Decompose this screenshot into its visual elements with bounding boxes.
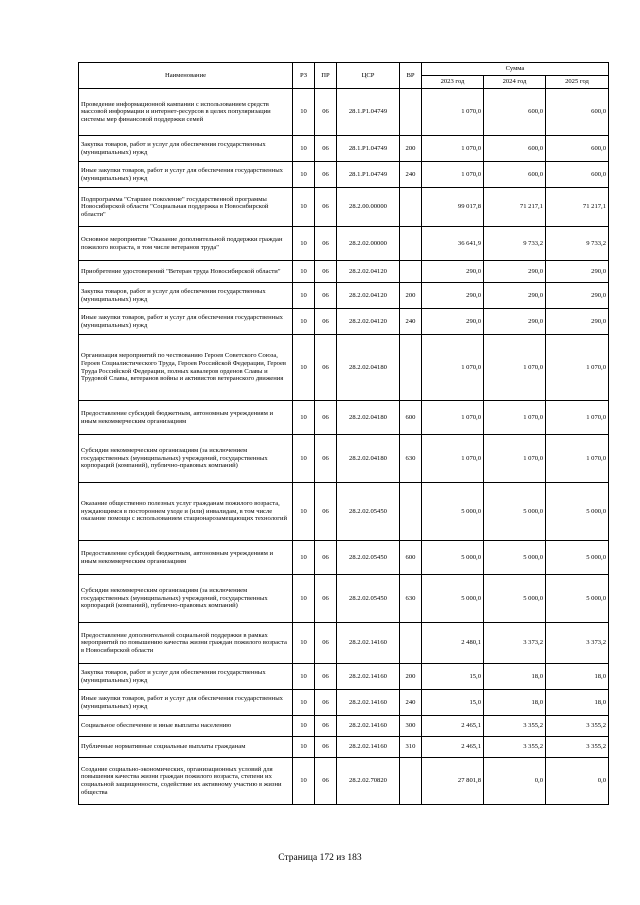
row-amount-2024: 3 355,2 (484, 737, 546, 758)
row-rz: 10 (293, 541, 315, 575)
row-csr: 28.2.02.70820 (337, 758, 400, 805)
row-rz: 10 (293, 227, 315, 261)
row-rz: 10 (293, 136, 315, 162)
row-pr: 06 (315, 162, 337, 188)
row-name: Закупка товаров, работ и услуг для обеспечения государственных (муниципальных) нужд (79, 283, 293, 309)
row-amount-2023: 5 000,0 (422, 575, 484, 623)
table-row (79, 623, 609, 664)
row-csr: 28.2.02.14160 (337, 623, 400, 664)
row-amount-2023: 290,0 (422, 309, 484, 335)
row-amount-2024: 600,0 (484, 162, 546, 188)
row-csr: 28.2.02.04180 (337, 335, 400, 401)
table-body (79, 89, 609, 805)
row-amount-2023: 5 000,0 (422, 541, 484, 575)
row-csr: 28.2.02.00000 (337, 227, 400, 261)
table-row (79, 188, 609, 227)
row-vr: 600 (400, 401, 422, 435)
row-vr: 300 (400, 716, 422, 737)
row-vr: 240 (400, 309, 422, 335)
row-rz: 10 (293, 309, 315, 335)
row-amount-2025: 5 000,0 (546, 483, 609, 541)
row-rz: 10 (293, 335, 315, 401)
table-row (79, 690, 609, 716)
row-rz: 10 (293, 737, 315, 758)
row-pr: 06 (315, 541, 337, 575)
row-name: Организация мероприятий по чествованию Героев Советского Союза, Героев Социалистического Труда, Героев Российской Федерации, Героев Труда Российской Федерации, полных кавалеров орденов Славы и Трудовой Славы, ветеранов войны и активистов ветеранского движения (79, 335, 293, 401)
row-rz: 10 (293, 664, 315, 690)
row-amount-2023: 5 000,0 (422, 483, 484, 541)
row-amount-2024: 9 733,2 (484, 227, 546, 261)
row-name: Иные закупки товаров, работ и услуг для обеспечения государственных (муниципальных) нужд (79, 690, 293, 716)
row-amount-2025: 5 000,0 (546, 575, 609, 623)
row-vr: 600 (400, 541, 422, 575)
header-year-2025: 2025 год (546, 76, 609, 89)
row-rz: 10 (293, 716, 315, 737)
row-amount-2025: 3 355,2 (546, 737, 609, 758)
row-amount-2025: 18,0 (546, 690, 609, 716)
table-row (79, 435, 609, 483)
row-pr: 06 (315, 89, 337, 136)
row-csr: 28.1.Р1.04749 (337, 136, 400, 162)
row-pr: 06 (315, 737, 337, 758)
row-csr: 28.2.00.00000 (337, 188, 400, 227)
row-amount-2023: 2 480,1 (422, 623, 484, 664)
row-name: Приобретение удостоверений "Ветеран труда Новосибирской области" (79, 261, 293, 283)
row-rz: 10 (293, 188, 315, 227)
row-name: Субсидии некоммерческим организациям (за исключением государственных (муниципальных) учреждений, государственных корпораций (компаний), публично-правовых компаний) (79, 435, 293, 483)
row-pr: 06 (315, 283, 337, 309)
row-amount-2025: 3 373,2 (546, 623, 609, 664)
row-amount-2023: 15,0 (422, 664, 484, 690)
row-amount-2024: 5 000,0 (484, 575, 546, 623)
row-amount-2024: 1 070,0 (484, 435, 546, 483)
row-amount-2023: 290,0 (422, 283, 484, 309)
row-amount-2023: 1 070,0 (422, 136, 484, 162)
row-pr: 06 (315, 309, 337, 335)
page-footer: Страница 172 из 183 (278, 853, 362, 863)
row-pr: 06 (315, 188, 337, 227)
header-csr: ЦСР (337, 63, 400, 89)
row-amount-2025: 1 070,0 (546, 335, 609, 401)
row-vr (400, 758, 422, 805)
row-name: Социальное обеспечение и иные выплаты населению (79, 716, 293, 737)
row-csr: 28.2.02.04120 (337, 283, 400, 309)
row-name: Иные закупки товаров, работ и услуг для обеспечения государственных (муниципальных) нужд (79, 309, 293, 335)
header-rz: РЗ (293, 63, 315, 89)
row-amount-2023: 290,0 (422, 261, 484, 283)
row-pr: 06 (315, 335, 337, 401)
table-row (79, 575, 609, 623)
budget-table (78, 62, 609, 805)
header-year-2024: 2024 год (484, 76, 546, 89)
row-amount-2025: 600,0 (546, 136, 609, 162)
row-pr: 06 (315, 758, 337, 805)
table-row (79, 335, 609, 401)
table-row (79, 541, 609, 575)
row-pr: 06 (315, 664, 337, 690)
row-amount-2025: 0,0 (546, 758, 609, 805)
row-amount-2023: 1 070,0 (422, 89, 484, 136)
row-vr: 200 (400, 664, 422, 690)
row-amount-2025: 290,0 (546, 261, 609, 283)
row-vr (400, 89, 422, 136)
row-csr: 28.1.Р1.04749 (337, 162, 400, 188)
table-row (79, 483, 609, 541)
row-csr: 28.2.02.04120 (337, 309, 400, 335)
row-amount-2023: 27 801,8 (422, 758, 484, 805)
row-name: Публичные нормативные социальные выплаты гражданам (79, 737, 293, 758)
table-row (79, 401, 609, 435)
row-pr: 06 (315, 136, 337, 162)
row-csr: 28.2.02.14160 (337, 737, 400, 758)
row-amount-2025: 1 070,0 (546, 401, 609, 435)
table-row (79, 283, 609, 309)
row-vr: 240 (400, 162, 422, 188)
table-row (79, 89, 609, 136)
row-name: Закупка товаров, работ и услуг для обеспечения государственных (муниципальных) нужд (79, 664, 293, 690)
row-amount-2024: 5 000,0 (484, 483, 546, 541)
row-vr: 200 (400, 136, 422, 162)
row-rz: 10 (293, 401, 315, 435)
row-vr: 310 (400, 737, 422, 758)
row-amount-2023: 1 070,0 (422, 335, 484, 401)
row-vr: 630 (400, 575, 422, 623)
row-amount-2023: 1 070,0 (422, 435, 484, 483)
row-name: Предоставление дополнительной социальной поддержки в рамках мероприятий по повышению качества жизни граждан пожилого возраста в Новосибирской области (79, 623, 293, 664)
row-rz: 10 (293, 690, 315, 716)
row-amount-2024: 3 373,2 (484, 623, 546, 664)
header-sum: Сумма (422, 63, 609, 76)
row-amount-2024: 600,0 (484, 136, 546, 162)
row-amount-2024: 18,0 (484, 664, 546, 690)
row-csr: 28.2.02.04180 (337, 435, 400, 483)
row-name: Оказание общественно полезных услуг гражданам пожилого возраста, нуждающимся в постороннем уходе и (или) инвалидам, в том числе оказание помощи с использованием стационарозамещающих технологий (79, 483, 293, 541)
header-pr: ПР (315, 63, 337, 89)
row-csr: 28.2.02.05450 (337, 483, 400, 541)
row-amount-2023: 2 465,1 (422, 716, 484, 737)
row-amount-2025: 600,0 (546, 89, 609, 136)
row-csr: 28.2.02.04180 (337, 401, 400, 435)
table-row (79, 136, 609, 162)
row-amount-2025: 290,0 (546, 309, 609, 335)
table-row (79, 664, 609, 690)
row-rz: 10 (293, 89, 315, 136)
row-vr (400, 188, 422, 227)
row-name: Субсидии некоммерческим организациям (за исключением государственных (муниципальных) учреждений, государственных корпораций (компаний), публично-правовых компаний) (79, 575, 293, 623)
row-amount-2023: 99 017,8 (422, 188, 484, 227)
row-amount-2024: 600,0 (484, 89, 546, 136)
row-amount-2024: 18,0 (484, 690, 546, 716)
row-amount-2024: 1 070,0 (484, 401, 546, 435)
row-amount-2025: 9 733,2 (546, 227, 609, 261)
row-amount-2023: 2 465,1 (422, 737, 484, 758)
table-row (79, 716, 609, 737)
row-amount-2025: 600,0 (546, 162, 609, 188)
row-amount-2023: 1 070,0 (422, 162, 484, 188)
row-pr: 06 (315, 575, 337, 623)
row-name: Проведение информационной кампании с использованием средств массовой информации и интернет-ресурсов в целях популяризации системы мер финансовой поддержки семей (79, 89, 293, 136)
row-amount-2025: 5 000,0 (546, 541, 609, 575)
table-row (79, 162, 609, 188)
row-name: Иные закупки товаров, работ и услуг для обеспечения государственных (муниципальных) нужд (79, 162, 293, 188)
row-vr (400, 483, 422, 541)
header-name: Наименование (79, 63, 293, 89)
row-rz: 10 (293, 283, 315, 309)
table-row (79, 758, 609, 805)
row-amount-2025: 3 355,2 (546, 716, 609, 737)
row-csr: 28.2.02.04120 (337, 261, 400, 283)
row-amount-2023: 15,0 (422, 690, 484, 716)
row-rz: 10 (293, 162, 315, 188)
row-amount-2025: 71 217,1 (546, 188, 609, 227)
row-csr: 28.1.Р1.04749 (337, 89, 400, 136)
row-amount-2023: 36 641,9 (422, 227, 484, 261)
row-amount-2025: 290,0 (546, 283, 609, 309)
table-row (79, 309, 609, 335)
table-row (79, 261, 609, 283)
row-name: Предоставление субсидий бюджетным, автономным учреждениям и иным некоммерческим организациям (79, 541, 293, 575)
row-rz: 10 (293, 575, 315, 623)
row-pr: 06 (315, 716, 337, 737)
row-vr: 630 (400, 435, 422, 483)
header-year-2023: 2023 год (422, 76, 484, 89)
row-csr: 28.2.02.14160 (337, 716, 400, 737)
row-vr: 240 (400, 690, 422, 716)
header-vr: ВР (400, 63, 422, 89)
row-rz: 10 (293, 261, 315, 283)
row-pr: 06 (315, 690, 337, 716)
row-rz: 10 (293, 483, 315, 541)
row-vr (400, 623, 422, 664)
row-csr: 28.2.02.05450 (337, 541, 400, 575)
row-amount-2024: 290,0 (484, 261, 546, 283)
row-rz: 10 (293, 758, 315, 805)
row-pr: 06 (315, 623, 337, 664)
row-amount-2025: 1 070,0 (546, 435, 609, 483)
row-amount-2024: 290,0 (484, 283, 546, 309)
document-page (78, 62, 608, 805)
row-vr (400, 335, 422, 401)
row-amount-2025: 18,0 (546, 664, 609, 690)
row-csr: 28.2.02.14160 (337, 664, 400, 690)
row-pr: 06 (315, 227, 337, 261)
table-row (79, 227, 609, 261)
row-name: Закупка товаров, работ и услуг для обеспечения государственных (муниципальных) нужд (79, 136, 293, 162)
row-pr: 06 (315, 435, 337, 483)
row-name: Подпрограмма "Старшее поколение" государственной программы Новосибирской области "Социальная поддержка в Новосибирской области" (79, 188, 293, 227)
row-name: Предоставление субсидий бюджетным, автономным учреждениям и иным некоммерческим организациям (79, 401, 293, 435)
row-name: Создание социально-экономических, организационных условий для повышения качества жизни граждан пожилого возраста, степени их социальной защищенности, содействие их активному участию в жизни общества (79, 758, 293, 805)
row-rz: 10 (293, 435, 315, 483)
table-row (79, 737, 609, 758)
row-pr: 06 (315, 483, 337, 541)
row-amount-2023: 1 070,0 (422, 401, 484, 435)
row-amount-2024: 0,0 (484, 758, 546, 805)
row-vr (400, 261, 422, 283)
row-csr: 28.2.02.05450 (337, 575, 400, 623)
row-pr: 06 (315, 401, 337, 435)
row-csr: 28.2.02.14160 (337, 690, 400, 716)
row-amount-2024: 71 217,1 (484, 188, 546, 227)
row-amount-2024: 1 070,0 (484, 335, 546, 401)
row-name: Основное мероприятие "Оказание дополнительной поддержки граждан пожилого возраста, в том числе ветеранов труда" (79, 227, 293, 261)
row-amount-2024: 5 000,0 (484, 541, 546, 575)
row-rz: 10 (293, 623, 315, 664)
row-amount-2024: 290,0 (484, 309, 546, 335)
row-vr (400, 227, 422, 261)
row-pr: 06 (315, 261, 337, 283)
row-amount-2024: 3 355,2 (484, 716, 546, 737)
row-vr: 200 (400, 283, 422, 309)
